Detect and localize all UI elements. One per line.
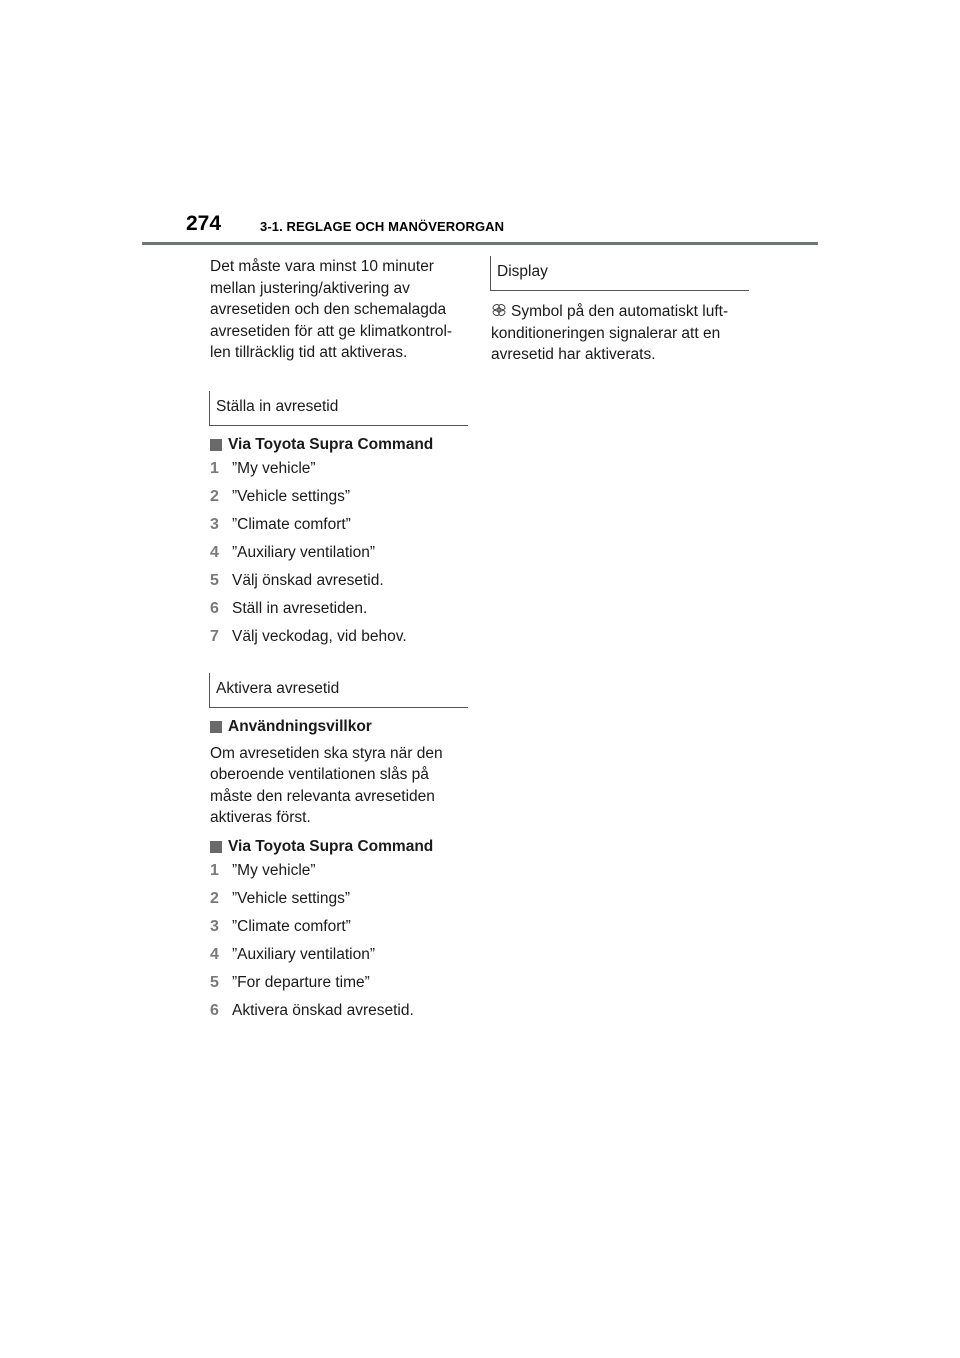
- step-item: [210, 857, 470, 885]
- step-text: ”Vehicle settings”: [232, 487, 351, 505]
- step-number: 5: [210, 571, 219, 589]
- conditions-paragraph: Om avresetiden ska styra när den oberoende ventilationen slås på måste den relevanta avresetiden aktiveras först.: [210, 744, 443, 826]
- chapter-title: 3-1. REGLAGE OCH MANÖVERORGAN: [260, 219, 505, 234]
- step-item: [210, 595, 470, 623]
- section-heading-display: Display: [490, 256, 749, 291]
- intro-paragraph: Det måste vara minst 10 minuter mellan justering/aktivering av avresetiden och den schemalagda avresetiden för att ge klimatkontrol-len tillräcklig tid att aktiveras.: [210, 258, 453, 361]
- step-item: [210, 913, 470, 941]
- step-item: [210, 455, 470, 483]
- display-text: Symbol på den automatiskt luft-konditioneringen signalerar att en avresetid har aktiverats.: [491, 303, 729, 363]
- step-text: Aktivera önskad avresetid.: [232, 1001, 414, 1019]
- step-number: 3: [210, 917, 219, 935]
- header-divider: [142, 242, 818, 245]
- step-item: [210, 941, 470, 969]
- step-number: 1: [210, 861, 219, 879]
- step-number: 7: [210, 627, 219, 645]
- step-text: ”Auxiliary ventilation”: [232, 945, 375, 963]
- step-text: ”My vehicle”: [232, 459, 316, 477]
- step-text: ”Climate comfort”: [232, 515, 351, 533]
- subheading-conditions: [210, 717, 470, 737]
- step-number: 4: [210, 543, 219, 561]
- fan-icon: [491, 302, 507, 316]
- step-text: Ställ in avresetiden.: [232, 599, 368, 617]
- step-item: [210, 969, 470, 997]
- step-text: Välj veckodag, vid behov.: [232, 627, 407, 645]
- section-heading-activate-departure: Aktivera avresetid: [209, 673, 468, 708]
- bullet-square-icon: [210, 841, 222, 853]
- step-item: [210, 623, 470, 651]
- step-text: ”Climate comfort”: [232, 917, 351, 935]
- left-column: [210, 256, 470, 1025]
- page-number: 274: [186, 212, 222, 235]
- subheading-text: Via Toyota Supra Command: [228, 837, 434, 855]
- step-number: 2: [210, 487, 219, 505]
- subheading-supra-command-1: [210, 435, 470, 455]
- step-number: 3: [210, 515, 219, 533]
- subheading-supra-command-2: [210, 837, 470, 857]
- section-heading-set-departure: Ställa in avresetid: [209, 391, 468, 426]
- subheading-text: Användningsvillkor: [228, 717, 372, 735]
- step-item: [210, 997, 470, 1025]
- steps-list-set-departure: [210, 455, 470, 651]
- step-text: ”My vehicle”: [232, 861, 316, 879]
- right-column: [491, 256, 751, 366]
- step-number: 5: [210, 973, 219, 991]
- step-number: 4: [210, 945, 219, 963]
- subheading-text: Via Toyota Supra Command: [228, 435, 434, 453]
- step-number: 1: [210, 459, 219, 477]
- step-text: ”For departure time”: [232, 973, 370, 991]
- step-text: ”Vehicle settings”: [232, 889, 351, 907]
- step-text: ”Auxiliary ventilation”: [232, 543, 375, 561]
- bullet-square-icon: [210, 721, 222, 733]
- step-text: Välj önskad avresetid.: [232, 571, 384, 589]
- step-item: [210, 567, 470, 595]
- step-number: 2: [210, 889, 219, 907]
- display-paragraph: [491, 301, 751, 366]
- bullet-square-icon: [210, 439, 222, 451]
- steps-list-activate-departure: [210, 857, 470, 1025]
- step-item: [210, 511, 470, 539]
- step-number: 6: [210, 1001, 219, 1019]
- step-item: [210, 539, 470, 567]
- step-item: [210, 483, 470, 511]
- step-number: 6: [210, 599, 219, 617]
- step-item: [210, 885, 470, 913]
